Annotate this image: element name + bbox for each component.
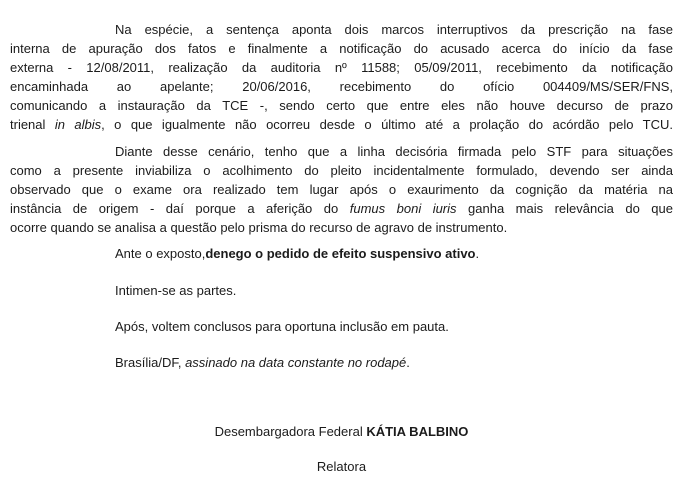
text-line: [10, 180, 673, 199]
text-line: [10, 199, 673, 218]
line-text: encaminhada ao apelante; 20/06/2016, recebimento do ofício 004409/MS/SER/FNS,: [10, 79, 673, 94]
text-line: [10, 58, 673, 77]
intimation-order-line: Intimen-se as partes.: [115, 283, 237, 298]
document-body: [10, 20, 673, 476]
text-line: [10, 115, 673, 134]
conclusion-order-line: Após, voltem conclusos para oportuna inclusão em pauta.: [115, 319, 449, 334]
line-text: comunicando a instauração da TCE -, sendo certo que entre eles não houve decurso de prazo: [10, 98, 673, 113]
place-period: .: [406, 355, 410, 370]
signature-role-line: Relatora: [316, 459, 367, 474]
place-text: Brasília/DF,: [115, 355, 186, 370]
text-line: [10, 20, 673, 39]
line-text: ocorre quando se analisa a questão pelo prisma do recurso de agravo de instrumento.: [10, 220, 508, 235]
place-date-line: [10, 353, 673, 372]
line-text: Na espécie, a sentença aponta dois marcos interruptivos da prescrição na fase: [115, 22, 673, 37]
text-line: [10, 142, 673, 161]
line-text: , o que igualmente não ocorreu desde o último até a prolação do acórdão pelo TCU.: [101, 117, 673, 132]
line-text: trienal: [10, 117, 55, 132]
text-line: [10, 39, 673, 58]
judge-role-text: Desembargadora Federal: [214, 424, 367, 439]
paragraph-prescription-marks: [10, 20, 673, 134]
decision-period: .: [475, 246, 480, 261]
line-text: observado que o exame ora realizado tem lugar após o exaurimento da cognição da matéria na: [10, 182, 673, 197]
decision-intro-text: Ante o exposto,: [115, 246, 206, 261]
judge-name-text: KÁTIA BALBINO: [366, 424, 469, 439]
line-text: ganha mais relevância do que: [456, 201, 673, 216]
latin-term-italic: in albis: [54, 117, 102, 132]
text-line: [10, 218, 673, 237]
text-line: [10, 77, 673, 96]
text-line: [10, 161, 673, 180]
signature-note-italic: assinado na data constante no rodapé: [185, 355, 407, 370]
paragraph-stf-analysis: [10, 142, 673, 237]
line-text: Diante desse cenário, tenho que a linha decisória firmada pelo STF para situações: [115, 144, 673, 159]
text-line: [10, 96, 673, 115]
decision-line: [10, 244, 673, 263]
line-text: como a presente inviabiliza o acolhimento do pleito incidentalmente formulado, devendo ser ainda: [10, 163, 673, 178]
line-text: externa - 12/08/2011, realização da auditoria nº 11588; 05/09/2011, recebimento da notificação: [10, 60, 673, 75]
line-text: instância de origem - daí porque a aferição do: [10, 201, 350, 216]
latin-term-italic: fumus boni iuris: [349, 201, 457, 216]
signature-name-line: [10, 422, 673, 441]
decision-bold-text: denego o pedido de efeito suspensivo ativo: [205, 246, 476, 261]
line-text: interna de apuração dos fatos e finalmente a notificação do acusado acerca do início da fase: [10, 41, 673, 56]
